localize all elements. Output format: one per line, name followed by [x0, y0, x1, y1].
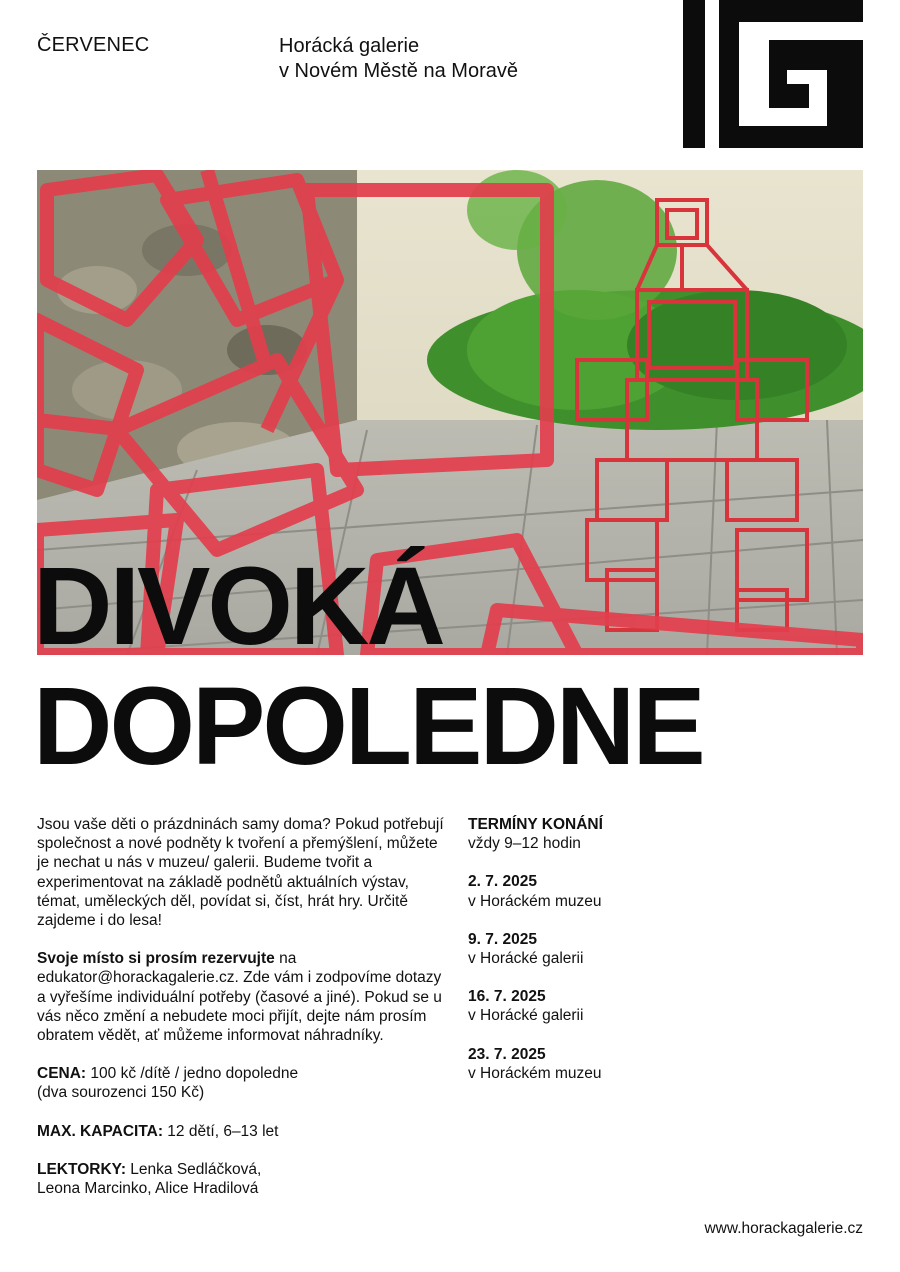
- capacity-label: MAX. KAPACITA:: [37, 1122, 163, 1140]
- schedule-place: v Horáckém muzeu: [468, 892, 602, 910]
- schedule-date: 23. 7. 2025: [468, 1045, 546, 1063]
- capacity-paragraph: [37, 1122, 447, 1141]
- lectors-line2: Leona Marcinko, Alice Hradilová: [37, 1180, 259, 1198]
- schedule-heading: TERMÍNY KONÁNÍ: [468, 816, 603, 833]
- hg-logo-icon: [683, 0, 863, 148]
- gallery-name-line2: v Novém Městě na Moravě: [279, 60, 518, 82]
- reservation-text: na edukator@horackagalerie.cz. Zde vám i zodpovíme dotazy a vyřešíme individuální potřeby (časové a jiné). Pokud se u vás něco změní a nebudete moci přijít, dejte nám prosím obratem vědět, ať můžeme informovat náhradníky.: [37, 950, 442, 1045]
- reservation-heading: Svoje místo si prosím rezervujte: [37, 950, 275, 968]
- schedule-item: [468, 930, 718, 968]
- schedule-column: [468, 815, 718, 1102]
- schedule-date: 9. 7. 2025: [468, 930, 537, 948]
- schedule-place: v Horácké galerii: [468, 1007, 584, 1025]
- reservation-paragraph: [37, 949, 447, 1045]
- lectors-label: LEKTORKY:: [37, 1160, 126, 1178]
- intro-paragraph: Jsou vaše děti o prázdninách samy doma? Pokud potřebují společnost a nové podněty k tvoření a přemýšlení, můžete je nechat u nás v muzeu/ galerii. Budeme tvořit a experimentovat na základě podnětů aktuálních výstav, témat, uměleckých děl, povídat si, číst, hrát hry. Určitě zajdeme i do lesa!: [37, 816, 444, 930]
- lectors-paragraph: [37, 1160, 447, 1198]
- schedule-header: [468, 815, 718, 853]
- capacity-value: 12 dětí, 6–13 let: [163, 1122, 279, 1140]
- price-label: CENA:: [37, 1065, 87, 1083]
- gallery-name-line1: Horácká galerie: [279, 35, 420, 57]
- schedule-item: [468, 987, 718, 1025]
- price-paragraph: [37, 1064, 447, 1102]
- schedule-item: [468, 1045, 718, 1083]
- website-link[interactable]: www.horackagalerie.cz: [704, 1220, 863, 1237]
- lectors-line1: Lenka Sedláčková,: [125, 1160, 262, 1178]
- schedule-date: 16. 7. 2025: [468, 988, 546, 1006]
- price-value: 100 kč /dítě / jedno dopoledne: [86, 1065, 299, 1083]
- schedule-place: v Horácké galerii: [468, 950, 584, 968]
- title-line2: DOPOLEDNE: [33, 665, 703, 788]
- price-siblings: (dva sourozenci 150 Kč): [37, 1084, 205, 1102]
- description-column: [37, 815, 447, 1217]
- month-label: ČERVENEC: [37, 34, 150, 56]
- schedule-item: [468, 872, 718, 910]
- schedule-place: v Horáckém muzeu: [468, 1064, 602, 1082]
- title-line1: DIVOKÁ: [33, 545, 443, 668]
- schedule-hours: vždy 9–12 hodin: [468, 835, 581, 853]
- gallery-name: [279, 34, 518, 84]
- schedule-date: 2. 7. 2025: [468, 873, 537, 891]
